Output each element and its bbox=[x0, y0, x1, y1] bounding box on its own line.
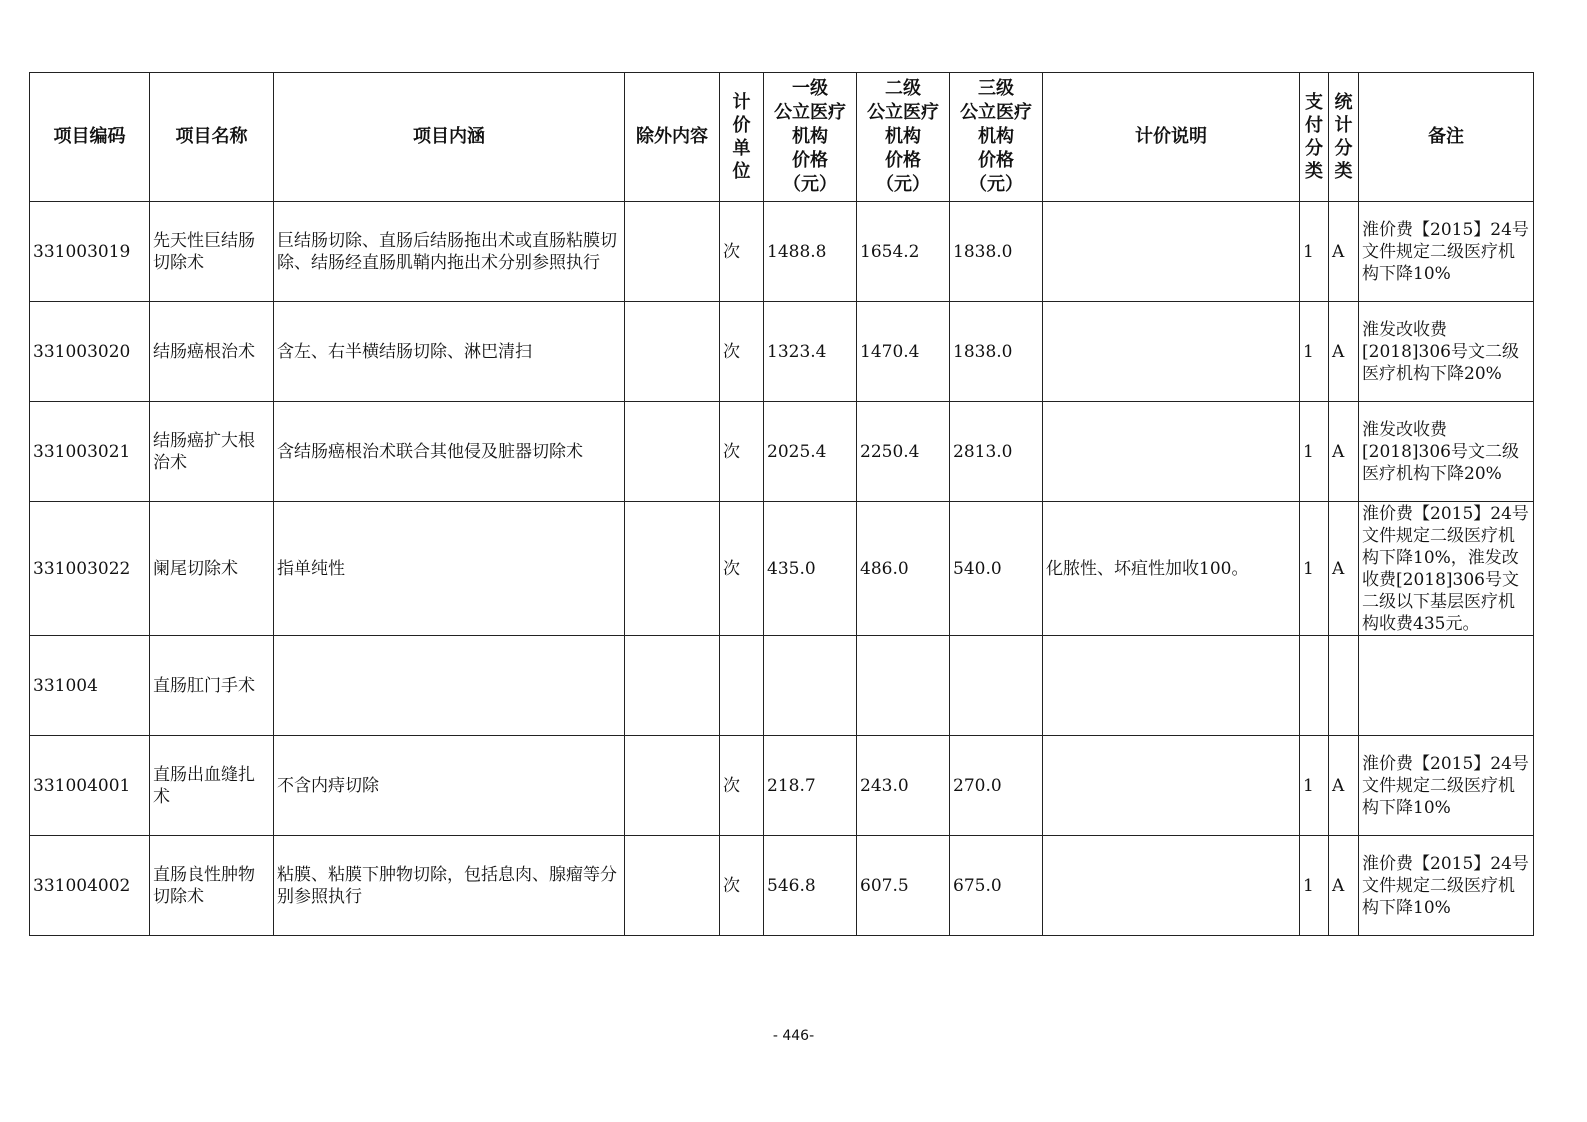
cell-price-level1: 546.8 bbox=[764, 836, 857, 936]
cell-pricing-note bbox=[1043, 636, 1300, 736]
cell-remarks: 淮价费【2015】24号文件规定二级医疗机构下降10%，淮发改收费[2018]306号文二级以下基层医疗机构收费435元。 bbox=[1359, 502, 1534, 636]
cell-remarks: 淮价费【2015】24号文件规定二级医疗机构下降10% bbox=[1359, 202, 1534, 302]
header-pay-class: 支 付 分 类 bbox=[1300, 73, 1329, 202]
cell-exclusions bbox=[625, 736, 720, 836]
header-unit: 计 价 单 位 bbox=[720, 73, 764, 202]
cell-stat-class: A bbox=[1329, 736, 1359, 836]
cell-price-level2: 1654.2 bbox=[857, 202, 950, 302]
table-row bbox=[30, 402, 1534, 502]
cell-name: 结肠癌扩大根治术 bbox=[150, 402, 274, 502]
cell-price-level1 bbox=[764, 636, 857, 736]
table-row bbox=[30, 302, 1534, 402]
table-row bbox=[30, 636, 1534, 736]
cell-stat-class: A bbox=[1329, 502, 1359, 636]
cell-content: 巨结肠切除、直肠后结肠拖出术或直肠粘膜切除、结肠经直肠肌鞘内拖出术分别参照执行 bbox=[274, 202, 625, 302]
cell-exclusions bbox=[625, 202, 720, 302]
header-exclusions: 除外内容 bbox=[625, 73, 720, 202]
cell-remarks bbox=[1359, 636, 1534, 736]
cell-pay-class bbox=[1300, 636, 1329, 736]
cell-unit: 次 bbox=[720, 836, 764, 936]
cell-pricing-note bbox=[1043, 836, 1300, 936]
cell-code: 331003022 bbox=[30, 502, 150, 636]
cell-name: 结肠癌根治术 bbox=[150, 302, 274, 402]
cell-code: 331003019 bbox=[30, 202, 150, 302]
cell-stat-class: A bbox=[1329, 836, 1359, 936]
cell-unit: 次 bbox=[720, 202, 764, 302]
table-row bbox=[30, 202, 1534, 302]
cell-code: 331003021 bbox=[30, 402, 150, 502]
table-row bbox=[30, 836, 1534, 936]
cell-price-level3: 1838.0 bbox=[950, 202, 1043, 302]
header-content: 项目内涵 bbox=[274, 73, 625, 202]
cell-remarks: 淮发改收费[2018]306号文二级医疗机构下降20% bbox=[1359, 302, 1534, 402]
cell-price-level1: 435.0 bbox=[764, 502, 857, 636]
cell-pricing-note bbox=[1043, 402, 1300, 502]
cell-pay-class: 1 bbox=[1300, 736, 1329, 836]
cell-pricing-note bbox=[1043, 202, 1300, 302]
cell-pay-class: 1 bbox=[1300, 402, 1329, 502]
cell-content: 含左、右半横结肠切除、淋巴清扫 bbox=[274, 302, 625, 402]
cell-remarks: 淮价费【2015】24号文件规定二级医疗机构下降10% bbox=[1359, 836, 1534, 936]
cell-pay-class: 1 bbox=[1300, 836, 1329, 936]
cell-content: 指单纯性 bbox=[274, 502, 625, 636]
cell-unit: 次 bbox=[720, 736, 764, 836]
cell-unit: 次 bbox=[720, 402, 764, 502]
cell-price-level1: 1488.8 bbox=[764, 202, 857, 302]
cell-price-level3: 2813.0 bbox=[950, 402, 1043, 502]
header-price-level1: 一级 公立医疗 机构 价格 （元） bbox=[764, 73, 857, 202]
cell-name: 先天性巨结肠切除术 bbox=[150, 202, 274, 302]
cell-code: 331004 bbox=[30, 636, 150, 736]
cell-unit: 次 bbox=[720, 502, 764, 636]
cell-price-level1: 218.7 bbox=[764, 736, 857, 836]
cell-price-level1: 1323.4 bbox=[764, 302, 857, 402]
table-header-row bbox=[30, 73, 1534, 202]
cell-exclusions bbox=[625, 636, 720, 736]
cell-exclusions bbox=[625, 302, 720, 402]
cell-price-level2: 607.5 bbox=[857, 836, 950, 936]
table-row bbox=[30, 502, 1534, 636]
cell-price-level2 bbox=[857, 636, 950, 736]
header-pricing-note: 计价说明 bbox=[1043, 73, 1300, 202]
cell-content: 含结肠癌根治术联合其他侵及脏器切除术 bbox=[274, 402, 625, 502]
cell-stat-class bbox=[1329, 636, 1359, 736]
cell-price-level2: 486.0 bbox=[857, 502, 950, 636]
cell-pay-class: 1 bbox=[1300, 302, 1329, 402]
cell-price-level3: 675.0 bbox=[950, 836, 1043, 936]
price-table bbox=[29, 72, 1534, 936]
cell-name: 阑尾切除术 bbox=[150, 502, 274, 636]
cell-price-level3: 270.0 bbox=[950, 736, 1043, 836]
cell-pay-class: 1 bbox=[1300, 202, 1329, 302]
cell-price-level2: 1470.4 bbox=[857, 302, 950, 402]
cell-price-level3: 540.0 bbox=[950, 502, 1043, 636]
cell-remarks: 淮价费【2015】24号文件规定二级医疗机构下降10% bbox=[1359, 736, 1534, 836]
cell-remarks: 淮发改收费[2018]306号文二级医疗机构下降20% bbox=[1359, 402, 1534, 502]
table-row bbox=[30, 736, 1534, 836]
cell-unit: 次 bbox=[720, 302, 764, 402]
header-stat-class: 统 计 分 类 bbox=[1329, 73, 1359, 202]
header-code: 项目编码 bbox=[30, 73, 150, 202]
cell-content: 不含内痔切除 bbox=[274, 736, 625, 836]
cell-content bbox=[274, 636, 625, 736]
cell-exclusions bbox=[625, 402, 720, 502]
cell-stat-class: A bbox=[1329, 202, 1359, 302]
header-name: 项目名称 bbox=[150, 73, 274, 202]
cell-exclusions bbox=[625, 502, 720, 636]
cell-code: 331004001 bbox=[30, 736, 150, 836]
cell-stat-class: A bbox=[1329, 402, 1359, 502]
page-number: - 446- bbox=[772, 1028, 815, 1044]
cell-name: 直肠出血缝扎术 bbox=[150, 736, 274, 836]
cell-pricing-note bbox=[1043, 302, 1300, 402]
cell-stat-class: A bbox=[1329, 302, 1359, 402]
header-remarks: 备注 bbox=[1359, 73, 1534, 202]
cell-pricing-note bbox=[1043, 736, 1300, 836]
cell-pricing-note: 化脓性、坏疽性加收100。 bbox=[1043, 502, 1300, 636]
cell-price-level3 bbox=[950, 636, 1043, 736]
cell-price-level2: 243.0 bbox=[857, 736, 950, 836]
cell-price-level1: 2025.4 bbox=[764, 402, 857, 502]
cell-content: 粘膜、粘膜下肿物切除，包括息肉、腺瘤等分别参照执行 bbox=[274, 836, 625, 936]
cell-code: 331004002 bbox=[30, 836, 150, 936]
cell-code: 331003020 bbox=[30, 302, 150, 402]
cell-name: 直肠肛门手术 bbox=[150, 636, 274, 736]
cell-pay-class: 1 bbox=[1300, 502, 1329, 636]
header-price-level3: 三级 公立医疗 机构 价格 （元） bbox=[950, 73, 1043, 202]
cell-price-level2: 2250.4 bbox=[857, 402, 950, 502]
cell-price-level3: 1838.0 bbox=[950, 302, 1043, 402]
cell-name: 直肠良性肿物切除术 bbox=[150, 836, 274, 936]
cell-exclusions bbox=[625, 836, 720, 936]
cell-unit bbox=[720, 636, 764, 736]
header-price-level2: 二级 公立医疗 机构 价格 （元） bbox=[857, 73, 950, 202]
